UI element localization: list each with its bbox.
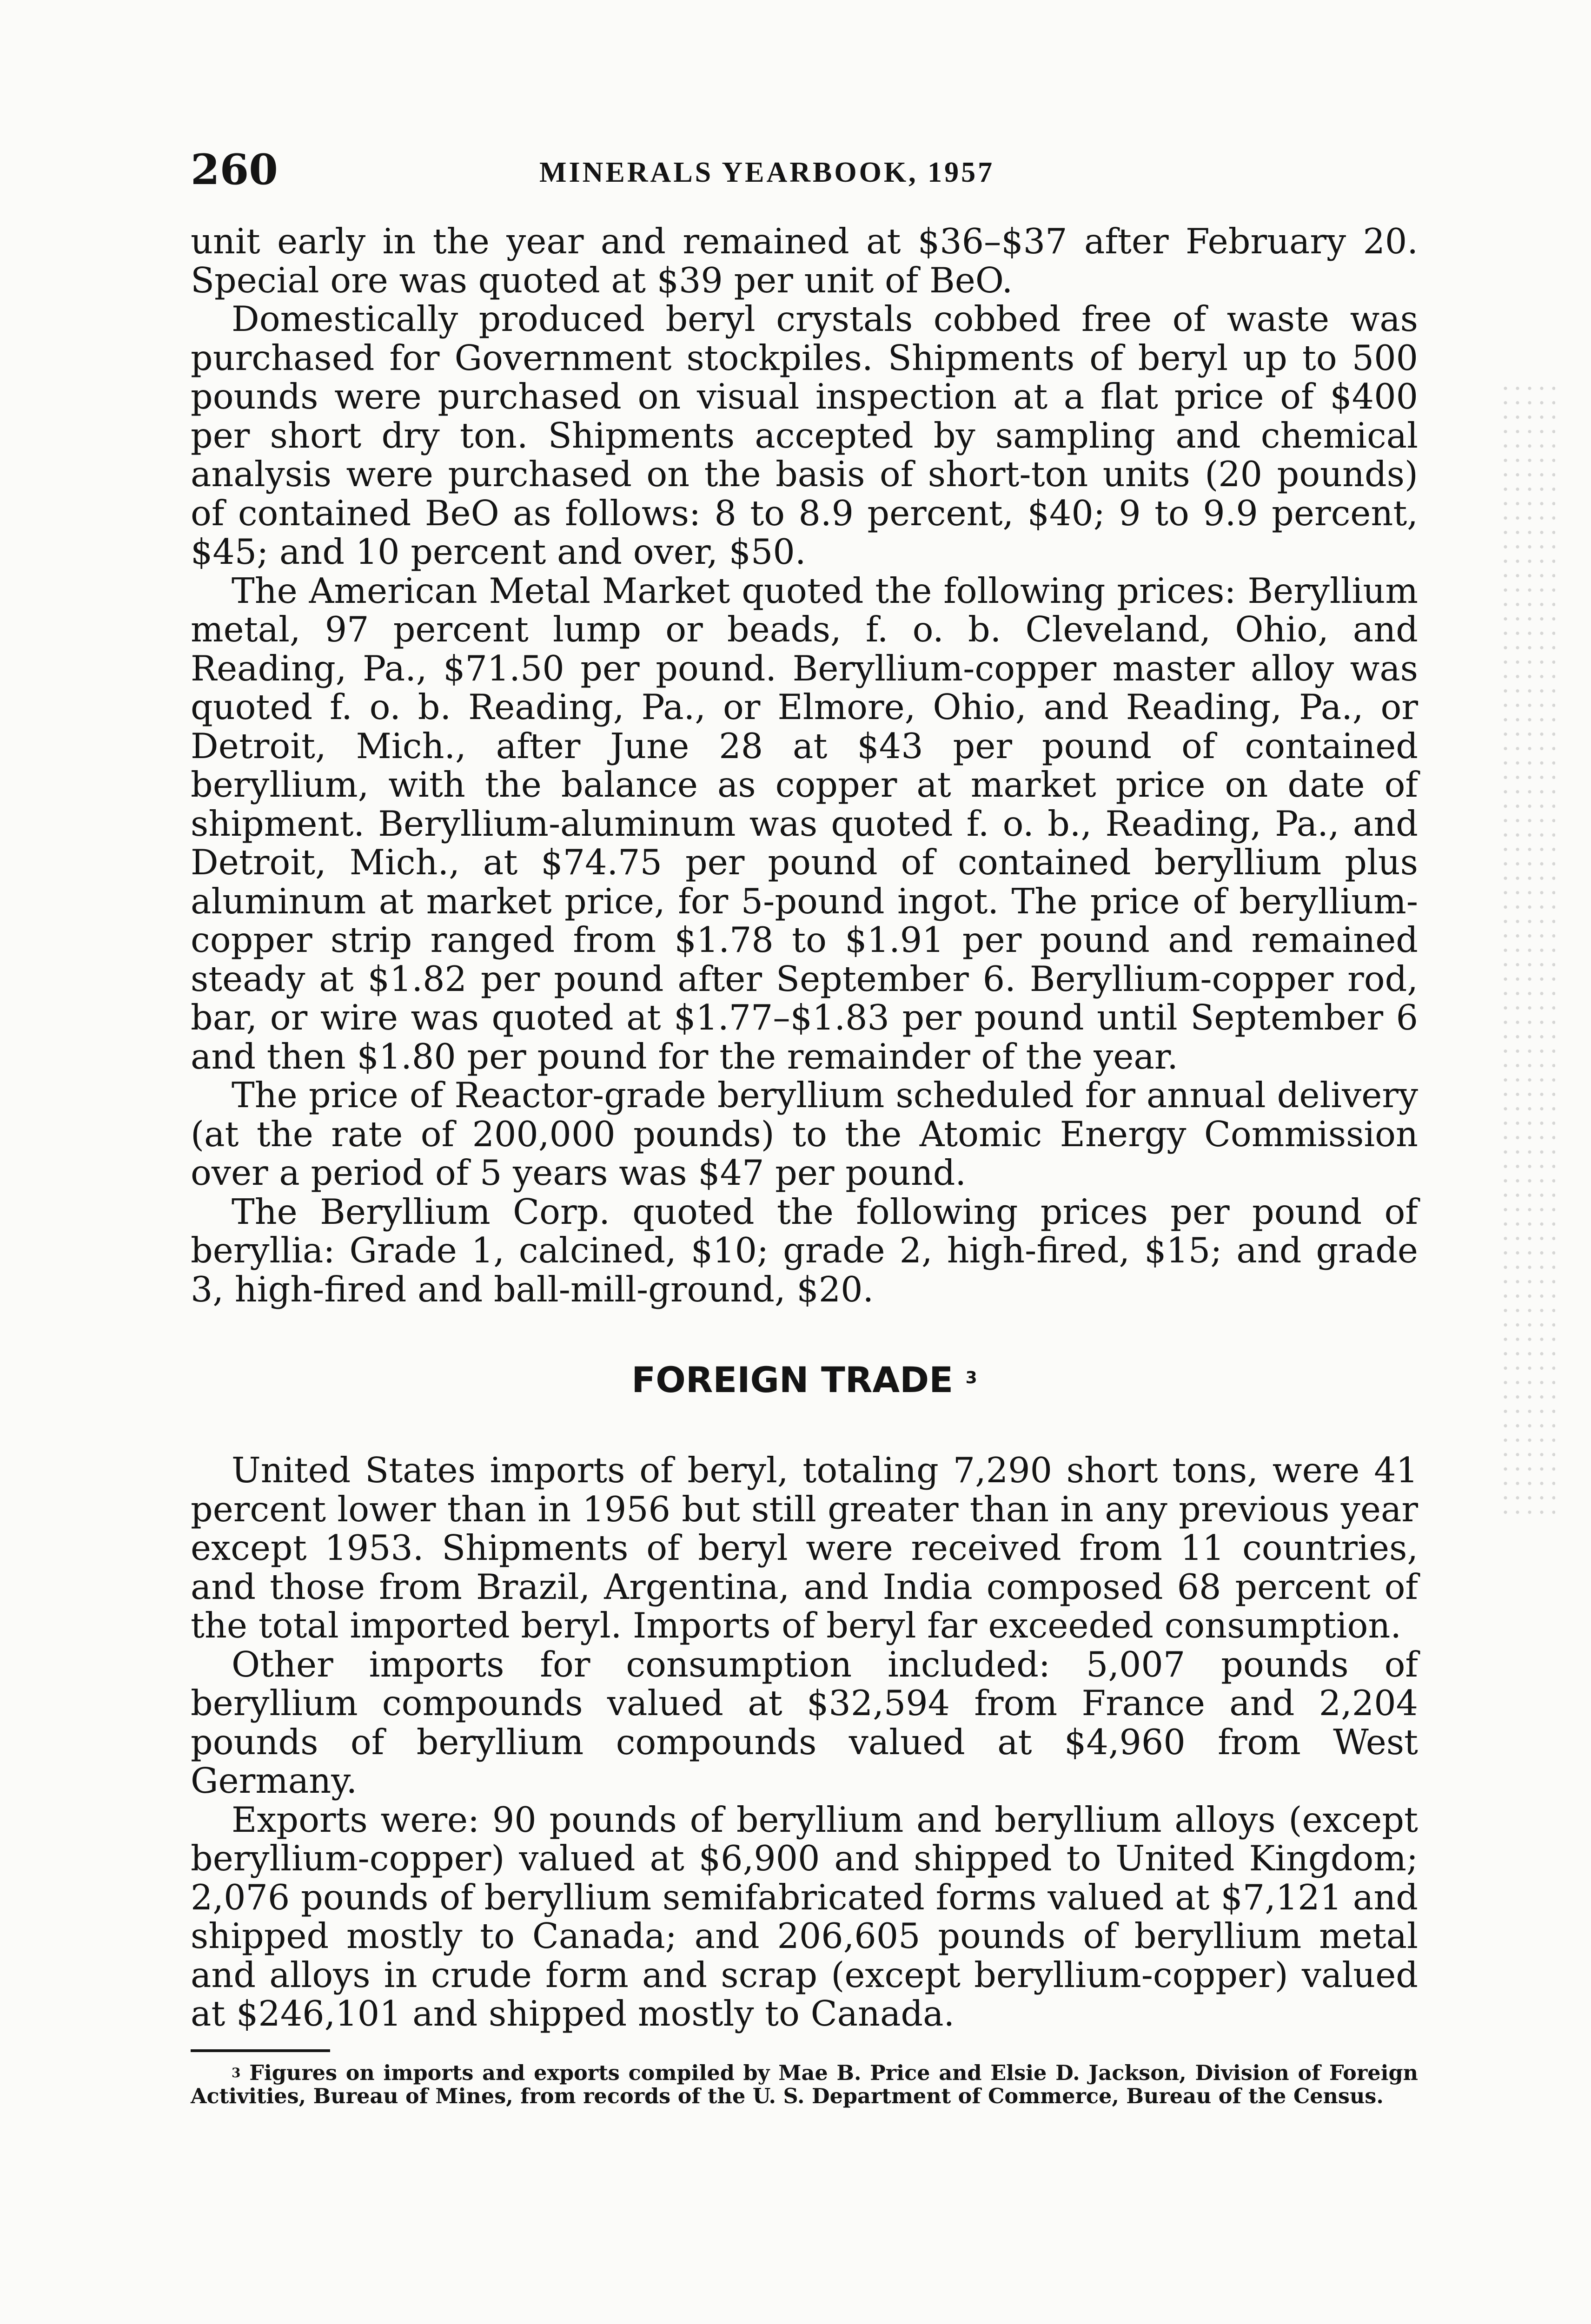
- scan-edge-speckle: [1499, 381, 1555, 1520]
- paragraph-reactor-grade-price: The price of Reactor-grade beryllium scheduled for annual delivery (at the rate of 200,000 pounds) to the Atomic Energy Commission over a period of 5 years was $47 per pound.: [191, 1075, 1418, 1193]
- paragraph-imports: United States imports of beryl, totaling 7,290 short tons, were 41 percent lower than in 1956 but still greater than in any previous year except 1953. Shipments of beryl were received from 11 countries, and those from Brazil, Argentina, and India composed 68 percent of the total imported beryl. Imports of beryl far exceeded consumption.: [191, 1450, 1418, 1646]
- paragraph-beryl-purchases: Domestically produced beryl crystals cobbed free of waste was purchased for Government stockpiles. Shipments of beryl up to 500 pounds were purchased on visual inspection at a flat price of $400 per short dry ton. Shipments accepted by sampling and chemical analysis were purchased on the basis of short-ton units (20 pounds) of contained BeO as follows: 8 to 8.9 percent, $40; 9 to 9.9 percent, $45; and 10 percent and over, $50.: [191, 299, 1418, 572]
- section-heading-text: FOREIGN TRADE: [631, 1359, 954, 1400]
- section-heading: [191, 1359, 1418, 1401]
- footnote: [191, 2061, 1418, 2108]
- running-head: MINERALS YEARBOOK, 1957: [539, 157, 995, 188]
- footnote-reference: 3: [965, 1368, 977, 1387]
- footnote-text: Figures on imports and exports compiled by Mae B. Price and Elsie D. Jackson, Division of Foreign Activities, Bureau of Mines, from records of the U. S. Department of Commerce, Bureau of the Census.: [191, 2060, 1418, 2108]
- page-number: 260: [191, 145, 278, 194]
- paragraph-other-imports: Other imports for consumption included: 5,007 pounds of beryllium compounds valued at $32,594 from France and 2,204 pounds of beryllium compounds valued at $4,960 from West Germany.: [191, 1644, 1418, 1801]
- body-text: [191, 222, 1418, 2108]
- paragraph-beryllia-prices: The Beryllium Corp. quoted the following prices per pound of beryllia: Grade 1, calcined, $10; grade 2, high-fired, $15; and grade 3, high-fired and ball-mill-ground, $20.: [191, 1191, 1418, 1310]
- paragraph-exports: Exports were: 90 pounds of beryllium and beryllium alloys (except beryllium-copper) valued at $6,900 and shipped to United Kingdom; 2,076 pounds of beryllium semifabricated forms valued at $7,121 and shipped mostly to Canada; and 206,605 pounds of beryllium metal and alloys in crude form and scrap (except beryllium-copper) valued at $246,101 and shipped mostly to Canada.: [191, 1799, 1418, 2034]
- page-header: [191, 144, 1418, 195]
- paragraph-continued: unit early in the year and remained at $36–$37 after February 20. Special ore was quoted at $39 per unit of BeO.: [191, 221, 1418, 301]
- footnote-divider: [191, 2049, 330, 2052]
- footnote-marker: 3: [232, 2065, 241, 2080]
- paragraph-metal-market-prices: The American Metal Market quoted the following prices: Beryllium metal, 97 percent lump or beads, f. o. b. Cleveland, Ohio, and Reading, Pa., $71.50 per pound. Beryllium-copper master alloy was quoted f. o. b. Reading, Pa., or Elmore, Ohio, and Reading, Pa., or Detroit, Mich., after June 28 at $43 per pound of contained beryllium, with the balance as copper at market price on date of shipment. Beryllium-aluminum was quoted f. o. b., Reading, Pa., and Detroit, Mich., at $74.75 per pound of contained beryllium plus aluminum at market price, for 5-pound ingot. The price of beryllium-copper strip ranged from $1.78 to $1.91 per pound and remained steady at $1.82 per pound after September 6. Beryllium-copper rod, bar, or wire was quoted at $1.77–$1.83 per pound until September 6 and then $1.80 per pound for the remainder of the year.: [191, 570, 1418, 1077]
